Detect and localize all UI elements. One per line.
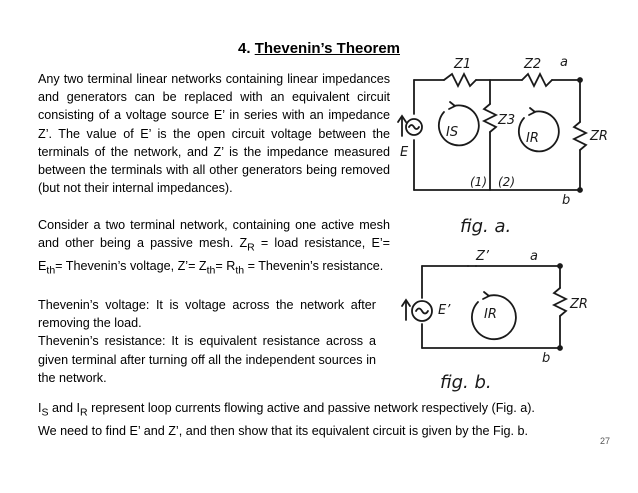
paragraph-definition: Any two terminal linear networks containing linear impedances and generators can be replaced with an equivalent circuit consisting of a voltage source E’ in series with an impedance Z’. The value of E’ is the open circuit voltage between the terminals of the network, and Z’ is the impedance measured between the terminals with all other generators being removed (but not their internal impedances). bbox=[38, 72, 390, 196]
figure-b bbox=[392, 248, 632, 398]
caption-fig-b: fig. b. bbox=[440, 372, 492, 393]
label-zr: ZR bbox=[590, 129, 608, 144]
p4-sub-r: R bbox=[80, 406, 88, 419]
figure-b-diagram bbox=[392, 248, 632, 398]
paragraph-loop-currents bbox=[38, 399, 538, 440]
label-zr-b: ZR bbox=[570, 297, 588, 312]
p2-sub-th3: th bbox=[235, 264, 245, 277]
p4-text-a: I bbox=[38, 401, 42, 415]
caption-fig-a: fig. a. bbox=[460, 216, 512, 237]
title-number: 4. bbox=[238, 40, 251, 57]
label-terminal-b: b bbox=[562, 193, 571, 208]
zr-zigzag bbox=[574, 122, 586, 150]
label-mesh-2: (2) bbox=[498, 175, 515, 189]
z3-zigzag bbox=[484, 104, 496, 132]
label-ir-b: IR bbox=[484, 307, 497, 322]
p2-text-c: = Thevenin’s voltage, Z’= Z bbox=[55, 258, 207, 273]
p2-text-e: = Thevenin’s resistance. bbox=[244, 258, 384, 273]
p2-sub-th1: th bbox=[46, 264, 56, 277]
paragraph-network bbox=[38, 216, 390, 280]
label-z1: Z1 bbox=[454, 57, 472, 72]
label-eprime: E’ bbox=[438, 303, 451, 318]
p2-text-d: = R bbox=[215, 258, 236, 273]
page-number: 27 bbox=[600, 436, 611, 446]
figure-a-diagram bbox=[392, 52, 632, 252]
label-mesh-1: (1) bbox=[470, 175, 487, 189]
label-e: E bbox=[400, 145, 409, 160]
label-ir: IR bbox=[526, 131, 539, 146]
p2-sub-th2: th bbox=[206, 264, 216, 277]
thevenin-voltage-definition: Thevenin’s voltage: It is voltage across the network after removing the load. bbox=[38, 298, 376, 331]
p2-text-a: Consider a two terminal network, containing one active mesh and other being a passive mesh. Z bbox=[38, 218, 390, 251]
p4-sub-s: S bbox=[41, 406, 49, 419]
figure-a bbox=[392, 52, 632, 252]
label-is: IS bbox=[446, 125, 459, 140]
title-text: Thevenin’s Theorem bbox=[254, 40, 400, 57]
p4-text-c: represent loop currents flowing active and passive network respectively (Fig. a). We need to find E’ and Z’, and then show that its equivalent circuit is given by the Fig. b. bbox=[38, 401, 535, 438]
label-zprime: Z’ bbox=[476, 249, 490, 264]
p2-sub-r: R bbox=[247, 241, 255, 254]
p4-text-b: and I bbox=[48, 401, 81, 415]
p2-text-b: = load resistance, E’= E bbox=[38, 236, 391, 273]
zr-zigzag-b bbox=[554, 288, 566, 316]
z1-zigzag bbox=[444, 74, 476, 86]
label-z3: Z3 bbox=[498, 113, 516, 128]
z2-zigzag bbox=[522, 74, 552, 86]
label-terminal-a: a bbox=[560, 55, 568, 70]
label-z2: Z2 bbox=[524, 57, 542, 72]
label-terminal-a-b: a bbox=[530, 249, 538, 264]
paragraph-definitions bbox=[38, 296, 376, 387]
label-terminal-b-b: b bbox=[542, 351, 551, 366]
thevenin-resistance-definition: Thevenin’s resistance: It is equivalent resistance across a given terminal after turning off all the independent sources in the network. bbox=[38, 334, 376, 385]
